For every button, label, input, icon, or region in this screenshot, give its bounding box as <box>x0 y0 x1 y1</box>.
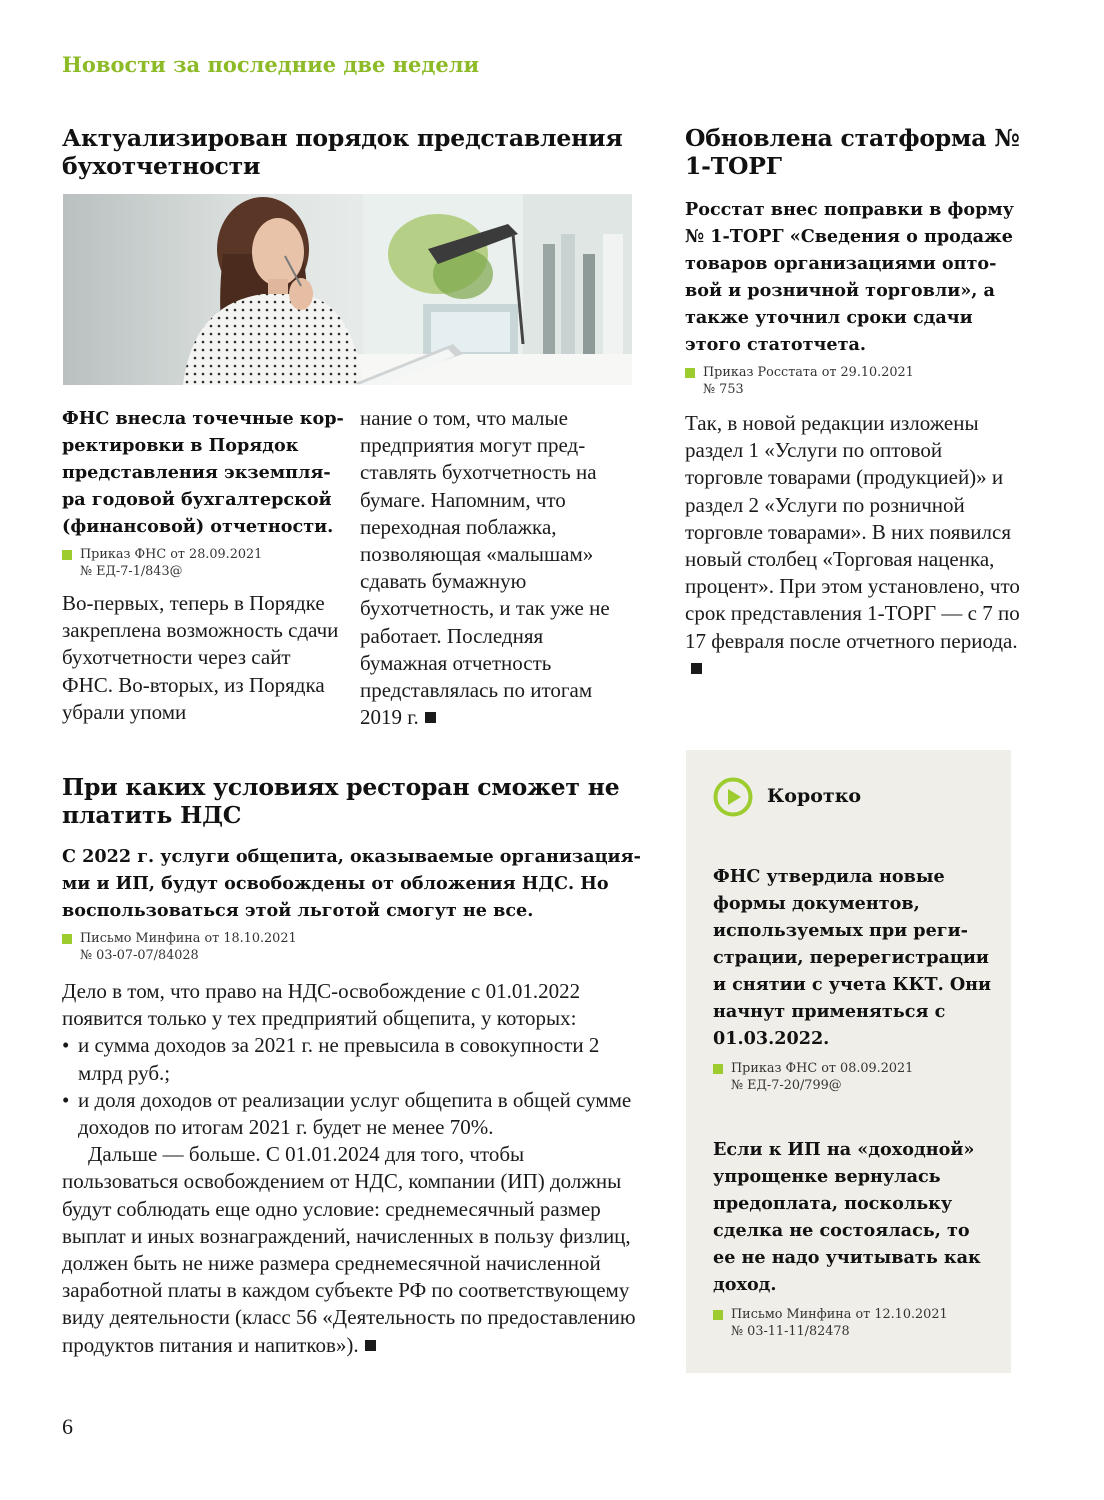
article-1-header <box>62 124 642 180</box>
article-3-body: Дальше — больше. С 01.01.2024 для того, чтобы пользоваться освобождением от НДС, компании (ИП) должны будут соблюдать еще одно условие: среднемесячный размер выплат и иных вознаграждений, начисленных в пользу физлиц, должен быть не ниже размера среднемесячной начисленной заработной платы в каждом субъекте РФ по соответствующему виду деятельности (класс 56 «Деятельность по предоставлению продуктов питания и напитков»). <box>62 1142 636 1357</box>
article-2-source <box>685 364 1025 398</box>
sidebar-briefly <box>686 750 1011 1373</box>
sidebar-item-1-source-line-2: № ЕД-7-20/799@ <box>731 1078 842 1093</box>
article-1-body-col-1: Во-первых, теперь в Порядке закреплена возможность сдачи бухотчетности через сайт ФНС. Во-вторых, из Порядка убрали упоми <box>62 591 339 724</box>
article-3 <box>62 773 642 1359</box>
end-mark-icon <box>691 663 702 674</box>
article-1-title: Актуализирован порядок представления бухотчетности <box>62 124 623 180</box>
sidebar-item-2-source-line-2: № 03-11-11/82478 <box>731 1324 850 1339</box>
article-1-photo <box>63 194 632 385</box>
source-marker-icon <box>62 934 72 944</box>
sidebar-item-2-source-line-1: Письмо Минфина от 12.10.2021 <box>731 1307 948 1322</box>
article-3-conditions-list <box>62 1032 642 1141</box>
play-icon <box>713 777 753 817</box>
article-1-body-col-2: нание о том, что малые предприятия могут представлять бухотчетность на бумаге. Напомним, что переходная поблажка, позволяющая «малышам» сдавать бумажную бухотчетность, и так уже не работает. Последняя бумажная отчетность представлялась по итогам 2019 г. <box>360 406 610 730</box>
article-1-source-line-2: № ЕД-7-1/843@ <box>80 564 183 579</box>
article-1-lead: ФНС внесла точечные корректировки в Порядок представления экземпляра годовой бухгалтерской (финансовой) отчетности. <box>62 408 344 537</box>
article-3-source <box>62 930 642 964</box>
article-2-lead: Росстат внес поправки в форму № 1-ТОРГ «Сведения о продаже товаров организациями оптовой и розничной торговли», а также уточнил сроки сдачи этого статотчета. <box>685 199 1014 355</box>
sidebar-item-2 <box>713 1136 993 1340</box>
list-item: • и доля доходов от реализации услуг общепита в общей сумме доходов по итогам 2021 г. будет не менее 70%. <box>62 1087 642 1141</box>
article-3-source-line-2: № 03-07-07/84028 <box>80 948 199 963</box>
sidebar-item-1-text: ФНС утвердила новые формы документов, используемых при регистрации, перерегистрации и снятии с учета ККТ. Они начнут применяться с 01.03.2022. <box>713 866 992 1049</box>
article-2-source-line-2: № 753 <box>703 382 744 397</box>
sidebar-item-2-source <box>713 1306 993 1340</box>
sidebar-heading: Коротко <box>767 785 862 807</box>
source-marker-icon <box>713 1310 723 1320</box>
source-marker-icon <box>685 368 695 378</box>
article-1-right-column <box>360 405 632 731</box>
article-3-intro: Дело в том, что право на НДС-освобождение с 01.01.2022 появится только у тех предприятий общепита, у которых: <box>62 979 581 1031</box>
source-marker-icon <box>713 1064 723 1074</box>
article-3-title: При каких условиях ресторан сможет не платить НДС <box>62 773 620 829</box>
sidebar-item-2-text: Если к ИП на «доходной» упрощенке вернулась предоплата, поскольку сделка не состоялась, то ее не надо учитывать как доход. <box>713 1139 981 1295</box>
article-1-source-line-1: Приказ ФНС от 28.09.2021 <box>80 547 263 562</box>
end-mark-icon <box>425 712 436 723</box>
article-2-body: Так, в новой редакции изложены раздел 1 «Услуги по оптовой торговле товарами (продукцией)» и раздел 2 «Услуги по розничной торговле товарами». В них появился новый столбец «Торговая наценка, процент». При этом установлено, что срок представления 1-ТОРГ — с 7 по 17 февраля после отчетного периода. <box>685 411 1020 653</box>
sidebar-item-1 <box>713 863 993 1094</box>
end-mark-icon <box>365 1340 376 1351</box>
list-item: • и сумма доходов за 2021 г. не превысила в совокупности 2 млрд руб.; <box>62 1032 642 1086</box>
page-number: 6 <box>62 1414 73 1439</box>
article-1-source <box>62 546 345 580</box>
article-2-source-line-1: Приказ Росстата от 29.10.2021 <box>703 365 914 380</box>
article-3-lead: С 2022 г. услуги общепита, оказываемые организациями и ИП, будут освобождены от обложения НДС. Но воспользоваться этой льготой смогут не все. <box>62 846 641 921</box>
sidebar-item-1-source-line-1: Приказ ФНС от 08.09.2021 <box>731 1061 914 1076</box>
article-3-source-line-1: Письмо Минфина от 18.10.2021 <box>80 931 297 946</box>
article-2 <box>685 124 1025 682</box>
article-1-left-column <box>62 405 345 726</box>
source-marker-icon <box>62 550 72 560</box>
sidebar-item-1-source <box>713 1060 993 1094</box>
section-label: Новости за последние две недели <box>62 52 480 77</box>
article-2-title: Обновлена статформа № 1-ТОРГ <box>685 124 1020 180</box>
